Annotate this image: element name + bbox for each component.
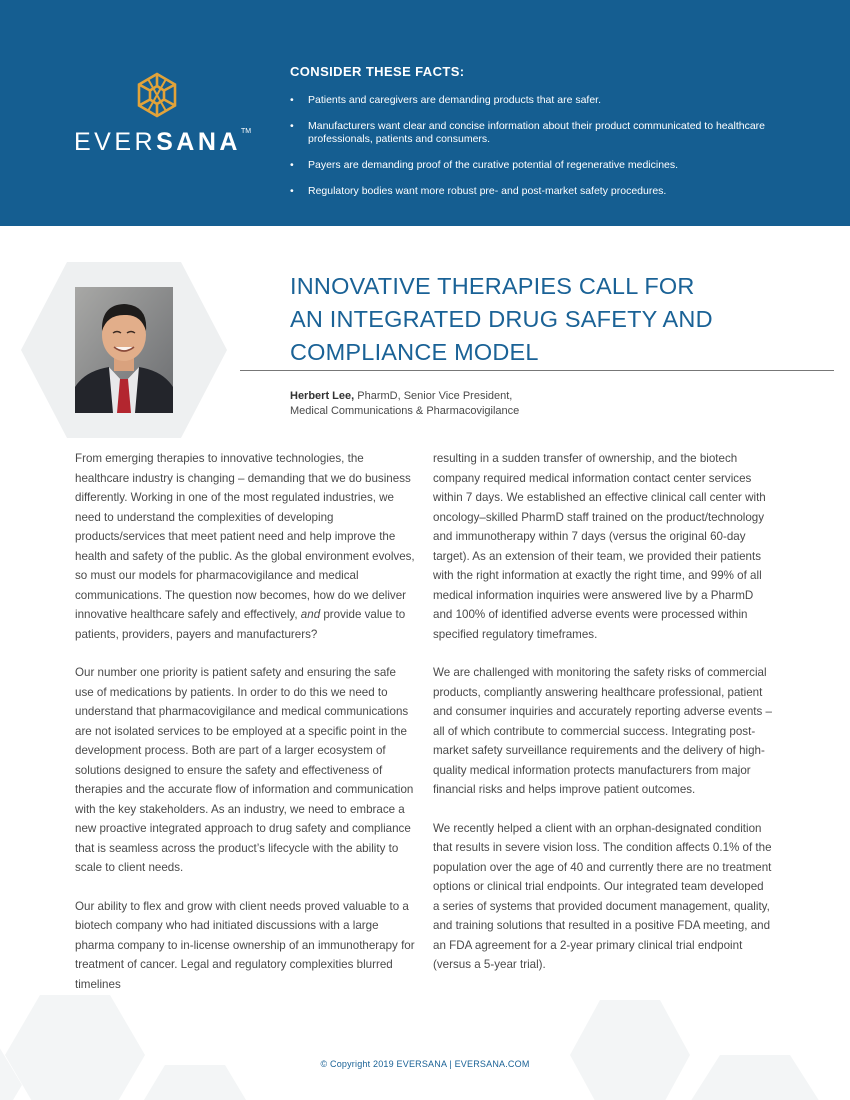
facts-list [290, 94, 770, 198]
title-divider [240, 370, 834, 371]
title-line: AN INTEGRATED DRUG SAFETY AND [290, 306, 713, 332]
fact-item: • Patients and caregivers are demanding products that are safer. [290, 94, 770, 107]
facts-panel [290, 64, 770, 211]
author-department: Medical Communications & Pharmacovigilance [290, 405, 520, 417]
paragraph: We are challenged with monitoring the safety risks of commercial products, compliantly answering healthcare professional, patient and consumer inquiries and accurately reporting adverse events – all of which contribute to commercial success. Integrating post-market safety surveillance requirements and the delivery of high-quality medical information protects manufacturers from major financial risks and helps improve patient outcomes. [433, 666, 772, 796]
title-line: COMPLIANCE MODEL [290, 339, 539, 365]
author-byline [290, 389, 519, 419]
author-portrait [75, 287, 173, 413]
fact-item: • Manufacturers want clear and concise information about their product communicated to healthcare professionals, patients and consumers. [290, 120, 770, 146]
author-portrait-image [75, 287, 173, 413]
decorative-hexagon-pattern [0, 985, 850, 1100]
paragraph: resulting in a sudden transfer of ownership, and the biotech company required medical information contact center services within 7 days. We established an effective clinical call center with oncology–skilled PharmD staff trained on the product/technology and immunotherapy within 7 days (versus the original 60-day target). As an extension of their team, we provided their patients with the right information at exactly the right time, and 99% of all medical information inquiries were answered live by a PharmD and 100% of identified adverse events were processed within specified regulatory timeframes. [433, 452, 766, 641]
left-column [75, 449, 415, 1013]
hexagon-logo-icon [134, 72, 180, 118]
paragraph: From emerging therapies to innovative technologies, the healthcare industry is changing – demanding that we do business differently. Working in one of the most regulated industries, we need to understand the complexities of developing products/services that meet patient need and help improve the health and safety of the public. As the global environment evolves, so must our models for pharmacovigilance and medical communications. The question now becomes, how do we deliver innovative healthcare safely and effectively, and provide value to patients, providers, payers and manufacturers? [75, 452, 415, 641]
paragraph: Our ability to flex and grow with client needs proved valuable to a biotech company who had initiated discussions with a large pharma company to in-license ownership of an immunotherapy for treatment of cancer. Legal and regulatory complexities blurred timelines [75, 899, 415, 991]
fact-item: • Payers are demanding proof of the curative potential of regenerative medicines. [290, 159, 770, 172]
logo-wordmark: EVERSANA™ [74, 128, 252, 156]
header-band [0, 0, 850, 226]
author-title: PharmD, Senior Vice President, [354, 390, 513, 402]
footer-copyright: © Copyright 2019 EVERSANA | EVERSANA.COM [320, 1059, 530, 1069]
title-line: INNOVATIVE THERAPIES CALL FOR [290, 273, 695, 299]
right-column [433, 449, 773, 994]
paragraph: Our number one priority is patient safety and ensuring the safe use of medications by patients. In order to do this we need to understand that pharmacovigilance and medical communications are not isolated services to be employed at a specific point in the development process. Both are part of a larger ecosystem of solutions designed to ensure the safety and effectiveness of therapies and the accurate flow of information and communication with the key stakeholders. As an industry, we need to embrace a new proactive integrated approach to drug safety and compliance that is seamless across the product’s lifecycle with the ability to scale to client needs. [75, 666, 414, 874]
paragraph: We recently helped a client with an orphan-designated condition that results in severe vision loss. The condition affects 0.1% of the population over the age of 40 and currently there are no treatment options or clinical trial endpoints. Our integrated team developed a series of systems that provided document management, quality, and training solutions that resulted in a positive FDA meeting, and an FDA agreement for a 2-year primary clinical trial endpoint (versus a 5-year trial). [433, 821, 772, 971]
facts-title: CONSIDER THESE FACTS: [290, 64, 465, 79]
fact-item: • Regulatory bodies want more robust pre- and post-market safety procedures. [290, 185, 770, 198]
article-title [290, 270, 810, 369]
author-name: Herbert Lee, [290, 390, 355, 402]
